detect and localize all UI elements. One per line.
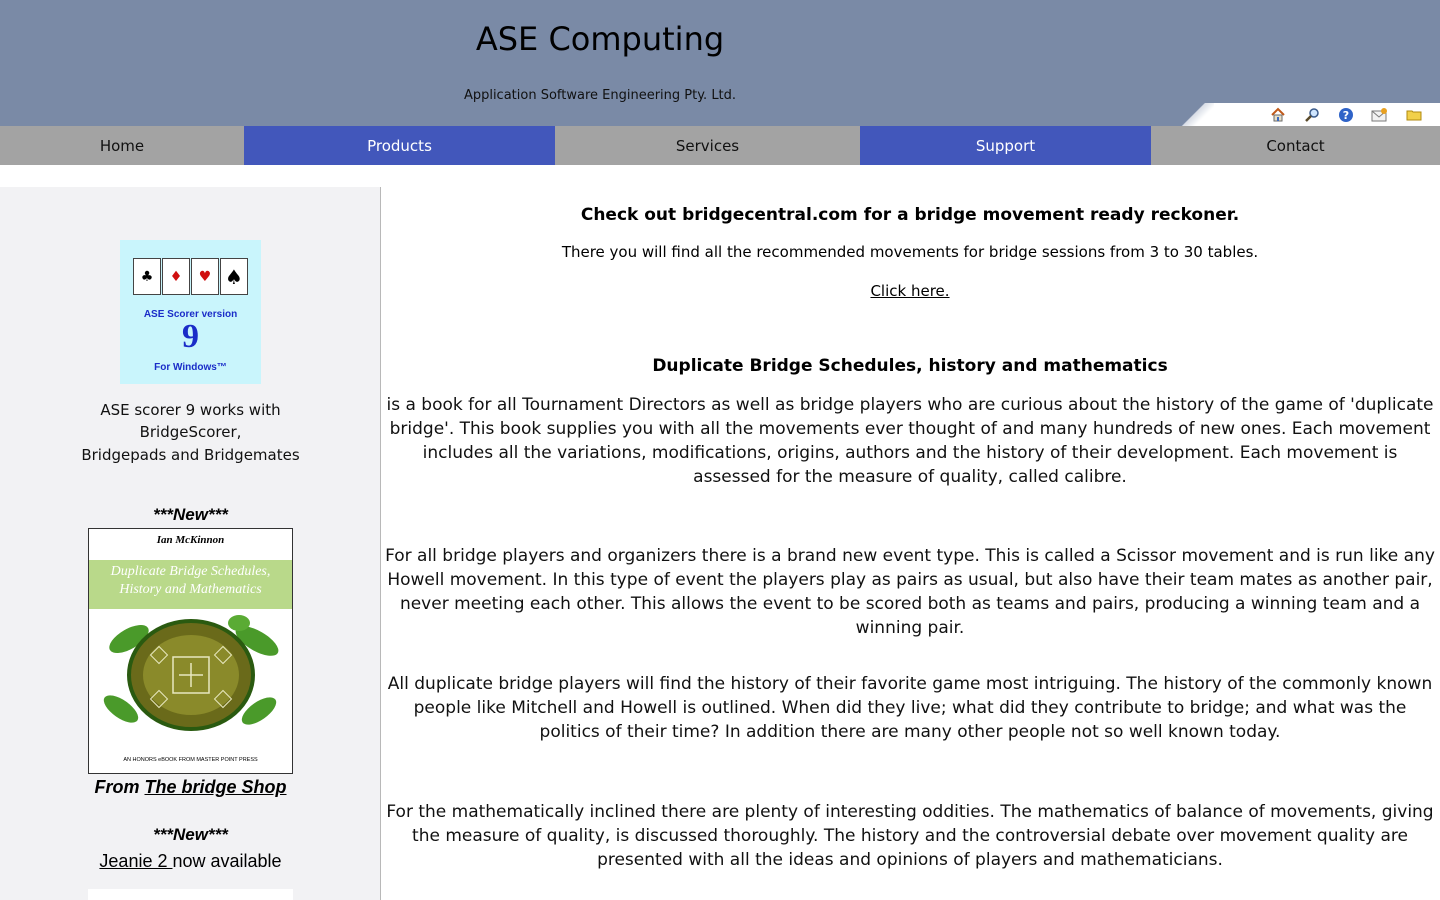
card-spades-icon: ♠ [220, 258, 248, 295]
card-diamonds-icon: ♦ [162, 258, 190, 295]
card-clubs-icon: ♣ [133, 258, 161, 295]
scorer-platform-label: For Windows™ [154, 362, 227, 373]
card-hearts-icon: ♥ [191, 258, 219, 295]
site-title: ASE Computing [475, 20, 725, 58]
nav-support[interactable]: Support [860, 126, 1151, 165]
book-title-line-1: Duplicate Bridge Schedules, [110, 564, 271, 579]
book-title-line-2: History and Mathematics [119, 582, 262, 597]
nav-contact[interactable]: Contact [1151, 126, 1440, 165]
folder-icon[interactable] [1405, 107, 1422, 123]
bridgecentral-heading: Check out bridgecentral.com for a bridge movement ready reckoner. [580, 205, 1240, 225]
scorer-version-label: ASE Scorer version [143, 309, 238, 320]
sidebar [0, 187, 381, 900]
email-icon[interactable] [1371, 107, 1388, 123]
search-icon[interactable] [1303, 107, 1320, 123]
book-description-paragraph: is a book for all Tournament Directors as well as bridge players who are curious about the history of the game of 'duplicate bridge'. This book supplies you with all the movements ever thought of and many hundreds of new ones. Each movement includes all the variations, modifications, origins, authors and the history of their development. Each movement is assessed for the measure of quality, called calibre. [386, 395, 1434, 487]
book-author: Ian McKinnon [156, 534, 225, 546]
site-subtitle: Application Software Engineering Pty. Ltd. [463, 88, 737, 103]
book-publisher: AN HONORS eBOOK FROM MASTER POINT PRESS [123, 757, 258, 763]
click-here-link[interactable]: Click here. [870, 282, 950, 300]
main-nav [0, 126, 1440, 165]
svg-text:?: ? [1342, 109, 1349, 122]
new-badge-2: ***New*** [153, 825, 228, 844]
jeanie-suffix: now available [172, 851, 282, 871]
turtle-icon [89, 609, 292, 755]
scorer-text-line-3: Bridgepads and Bridgemates [81, 446, 300, 464]
main-content [382, 187, 1440, 900]
nav-products[interactable]: Products [244, 126, 555, 165]
utility-icon-bar [1202, 103, 1440, 126]
jeanie-link[interactable]: Jeanie 2 [99, 851, 173, 871]
bridge-shop-line [0, 777, 381, 798]
book-cover-image[interactable] [88, 528, 293, 774]
scorer-text-line-1: ASE scorer 9 works with [100, 401, 281, 419]
mathematics-paragraph: For the mathematically inclined there are plenty of interesting oddities. The mathematics of balance of movements, giving the measure of quality, is discussed thoroughly. The history and the controversial debate over movement quality are presented with all the ideas and opinions of players and mathematicians. [386, 802, 1434, 870]
book-heading: Duplicate Bridge Schedules, history and mathematics [652, 356, 1168, 376]
playing-cards [133, 258, 248, 295]
site-header [0, 0, 1440, 126]
new-badge: ***New*** [153, 505, 228, 524]
icon-bar-slant [1174, 103, 1214, 126]
history-paragraph: All duplicate bridge players will find the history of their favorite game most intriguing. The history of the commonly known people like Mitchell and Howell is outlined. When did they live; what did they contribute to bridge; and what was the politics of their time? In addition there are many other people not so well known today. [387, 674, 1433, 742]
jeanie-line [0, 851, 381, 872]
click-here-row [382, 281, 1438, 300]
scissor-movement-paragraph: For all bridge players and organizers there is a brand new event type. This is called a Scissor movement and is run like any Howell movement. In this type of event the players play as pairs as usual, but also have their team mates as another pair, never meeting each other. This allows the event to be scored both as teams and pairs, producing a winning team and a winning pair. [385, 546, 1435, 638]
jeanie-image[interactable] [88, 889, 293, 900]
nav-home[interactable]: Home [0, 126, 244, 165]
bridge-shop-link[interactable]: The bridge Shop [144, 777, 287, 797]
ase-scorer-image[interactable] [120, 240, 261, 384]
home-icon[interactable] [1269, 107, 1286, 123]
scorer-text-line-2: BridgeScorer, [139, 423, 242, 441]
nav-services[interactable]: Services [555, 126, 860, 165]
help-icon[interactable] [1337, 107, 1354, 123]
bridgecentral-intro: There you will find all the recommended movements for bridge sessions from 3 to 30 tables. [561, 243, 1259, 261]
scorer-version-number: 9 [182, 318, 199, 355]
from-prefix: From [94, 777, 145, 797]
